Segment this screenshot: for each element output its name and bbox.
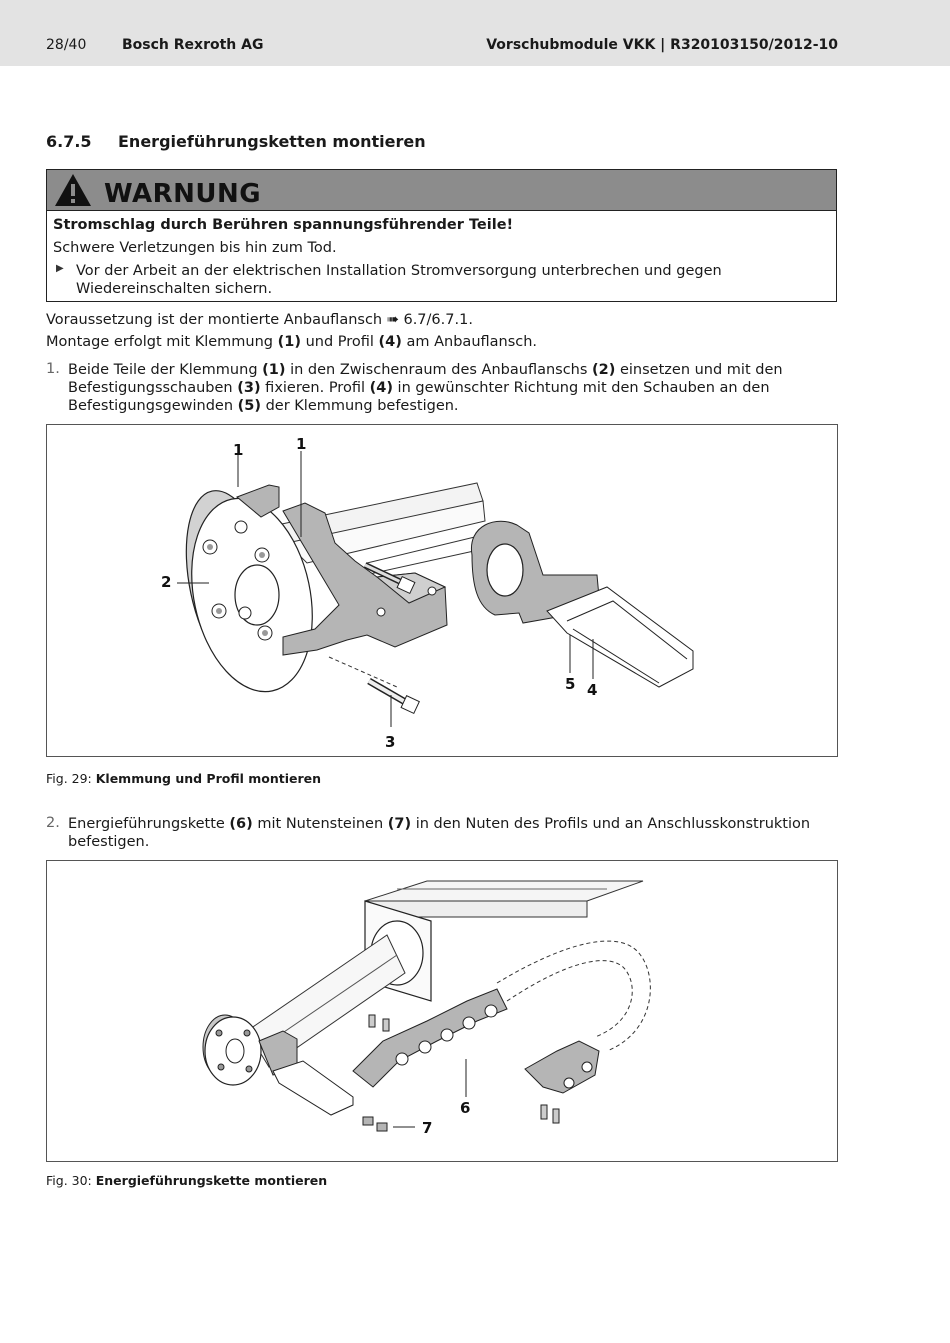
callout-1b: 1	[296, 435, 307, 453]
figure-29	[46, 424, 838, 757]
document-reference: Vorschubmodule VKK | R320103150/2012-10	[486, 37, 838, 53]
page-header	[0, 0, 950, 66]
warning-triangle-icon	[53, 172, 93, 212]
warning-consequence: Schwere Verletzungen bis hin zum Tod.	[53, 240, 337, 256]
callout-5: 5	[565, 675, 576, 693]
clamp-profile-drawing	[47, 425, 837, 756]
callout-1a: 1	[233, 441, 244, 459]
mounting-text: Montage erfolgt mit Klemmung (1) und Profil (4) am Anbauflansch.	[46, 334, 538, 350]
step-2-text: Energieführungskette (6) mit Nutensteinen (7) in den Nuten des Profils und an Anschlusskonstruktion befestigen.	[68, 816, 811, 850]
energy-chain-drawing	[47, 861, 837, 1161]
figure-30-caption: Fig. 30: Energieführungskette montieren	[46, 1173, 328, 1188]
page-number: 28/40	[46, 37, 87, 53]
bullet-triangle-icon: ▶	[56, 263, 64, 274]
callout-4: 4	[587, 681, 598, 699]
prerequisite-text: Voraussetzung ist der montierte Anbauflansch ➠ 6.7/6.7.1.	[46, 312, 473, 328]
callout-7: 7	[422, 1119, 433, 1137]
warning-box	[46, 169, 837, 302]
step-2-number: 2.	[46, 815, 60, 831]
section-title: Energieführungsketten montieren	[118, 132, 426, 151]
warning-action: Vor der Arbeit an der elektrischen Installation Stromversorgung unterbrechen und gegen Wiedereinschalten sichern.	[76, 263, 722, 297]
company-name: Bosch Rexroth AG	[122, 37, 264, 53]
warning-hazard: Stromschlag durch Berühren spannungsführender Teile!	[53, 217, 514, 233]
step-1-text: Beide Teile der Klemmung (1) in den Zwischenraum des Anbauflanschs (2) einsetzen und mit den Befestigungsschauben (3) fixieren. Profil (4) in gewünschter Richtung mit den Schauben an den Befestigungsgewinden (5) der Klemmung befestigen.	[68, 362, 783, 414]
step-1-number: 1.	[46, 361, 60, 377]
warning-header	[47, 170, 836, 211]
section-number: 6.7.5	[46, 132, 92, 151]
callout-6: 6	[460, 1099, 471, 1117]
warning-signal-word: WARNUNG	[104, 179, 262, 209]
callout-3: 3	[385, 733, 396, 751]
callout-2: 2	[161, 573, 172, 591]
figure-30	[46, 860, 838, 1162]
figure-29-caption: Fig. 29: Klemmung und Profil montieren	[46, 771, 322, 786]
